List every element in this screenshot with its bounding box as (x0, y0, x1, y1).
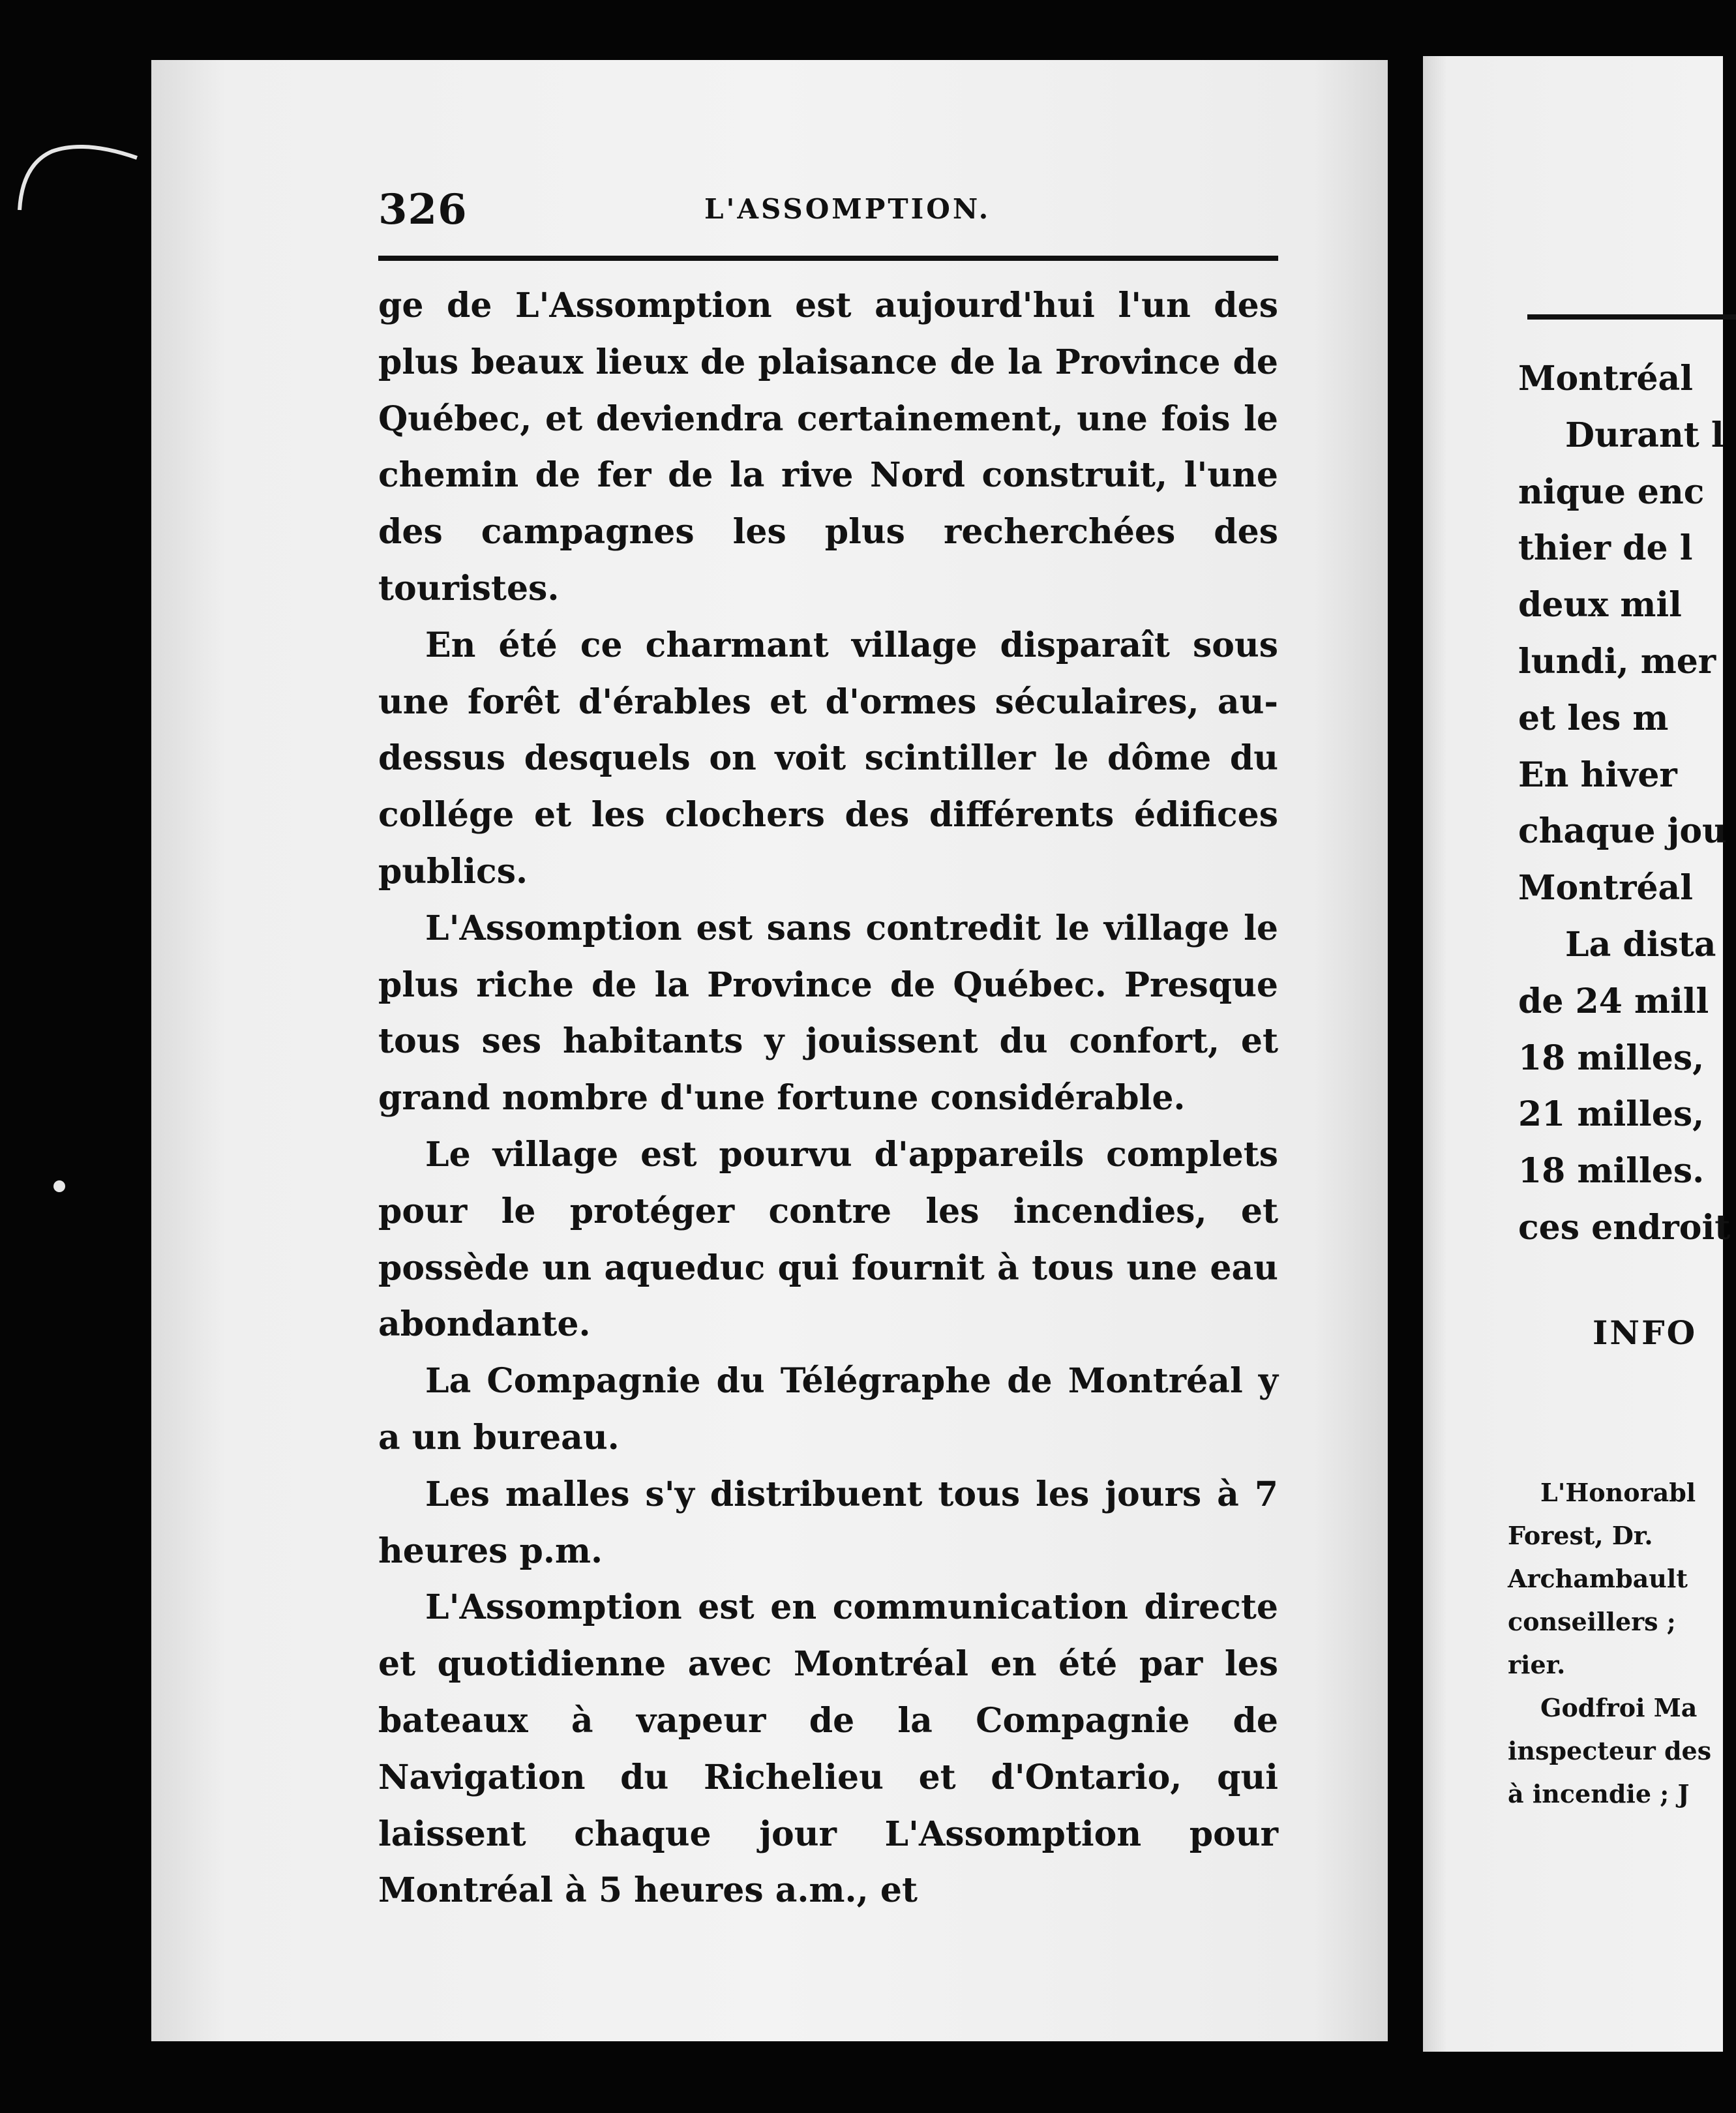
paragraph: ge de L'Assomption est aujourd'hui l'un des plus beaux lieux de plaisance de la Province de Québec, et deviendra certainement, une fois le chemin de fer de la rive Nord construit, l'une des campagnes les plus recherchées des touristes. (378, 286, 1278, 608)
paragraph: Les malles s'y distribuent tous les jours à 7 heures p.m. (378, 1474, 1278, 1571)
paragraph: La Compagnie du Télégraphe de Montréal y a un bureau. (378, 1361, 1278, 1458)
paragraph: L'Assomption est sans contredit le village le plus riche de la Province de Québec. Presque tous ses habitants y jouissent du confort, et grand nombre d'une fortune considérable. (378, 908, 1278, 1118)
text-line: Montréal (1518, 359, 1693, 398)
text-line: deux mil (1518, 585, 1682, 625)
text-line: nique enc (1518, 472, 1705, 512)
text-line: et les m (1518, 698, 1669, 738)
text-line: chaque jou (1518, 811, 1727, 852)
paragraph: L'Assomption est en communication directe et quotidienne avec Montréal en été par les bateaux à vapeur de la Compagnie de Navigation du Richelieu et d'Ontario, qui laissent chaque jour L'Assomption pour Montréal à 5 heures a.m., et (378, 1587, 1278, 1911)
right-page-text (1518, 351, 1730, 1257)
margin-mark-icon (13, 138, 143, 217)
header-rule (378, 256, 1278, 261)
text-line: 21 milles, (1518, 1094, 1705, 1135)
section-heading: INFO (1593, 1313, 1698, 1352)
text-line: Archambault (1508, 1564, 1688, 1593)
right-page-small-text (1508, 1471, 1711, 1816)
header-rule (1527, 314, 1736, 320)
text-line: Durant l (1565, 415, 1724, 455)
paragraph: En été ce charmant village disparaît sous une forêt d'érables et d'ormes séculaires, au-dessus desquels on voit scintiller le dôme du collége et les clochers des différents édifices publics. (378, 625, 1278, 892)
text-line: à incendie ; J (1508, 1779, 1690, 1808)
text-line: 18 milles. (1518, 1151, 1705, 1191)
text-line: La dista (1565, 924, 1716, 965)
text-line: L'Honorabl (1540, 1478, 1696, 1507)
text-line: thier de l (1518, 528, 1693, 569)
body-text (378, 278, 1278, 1919)
text-line: de 24 mill (1518, 981, 1709, 1021)
text-line: 18 milles, (1518, 1038, 1705, 1078)
text-line: lundi, mer (1518, 641, 1716, 682)
text-line: ces endroit (1518, 1207, 1731, 1248)
text-line: Forest, Dr. (1508, 1521, 1653, 1550)
text-line: conseillers ; (1508, 1607, 1676, 1636)
margin-dot (53, 1180, 65, 1192)
running-head: L'ASSOMPTION. (704, 193, 991, 225)
page-number: 326 (378, 185, 468, 234)
text-line: En hiver (1518, 755, 1677, 795)
text-line: inspecteur des (1508, 1736, 1712, 1765)
text-line: Montréal (1518, 868, 1693, 908)
text-line: rier. (1508, 1650, 1566, 1679)
text-line: Godfroi Ma (1540, 1693, 1698, 1722)
paragraph: Le village est pourvu d'appareils complets pour le protéger contre les incendies, et possède un aqueduc qui fournit à tous une eau abondante. (378, 1134, 1278, 1345)
